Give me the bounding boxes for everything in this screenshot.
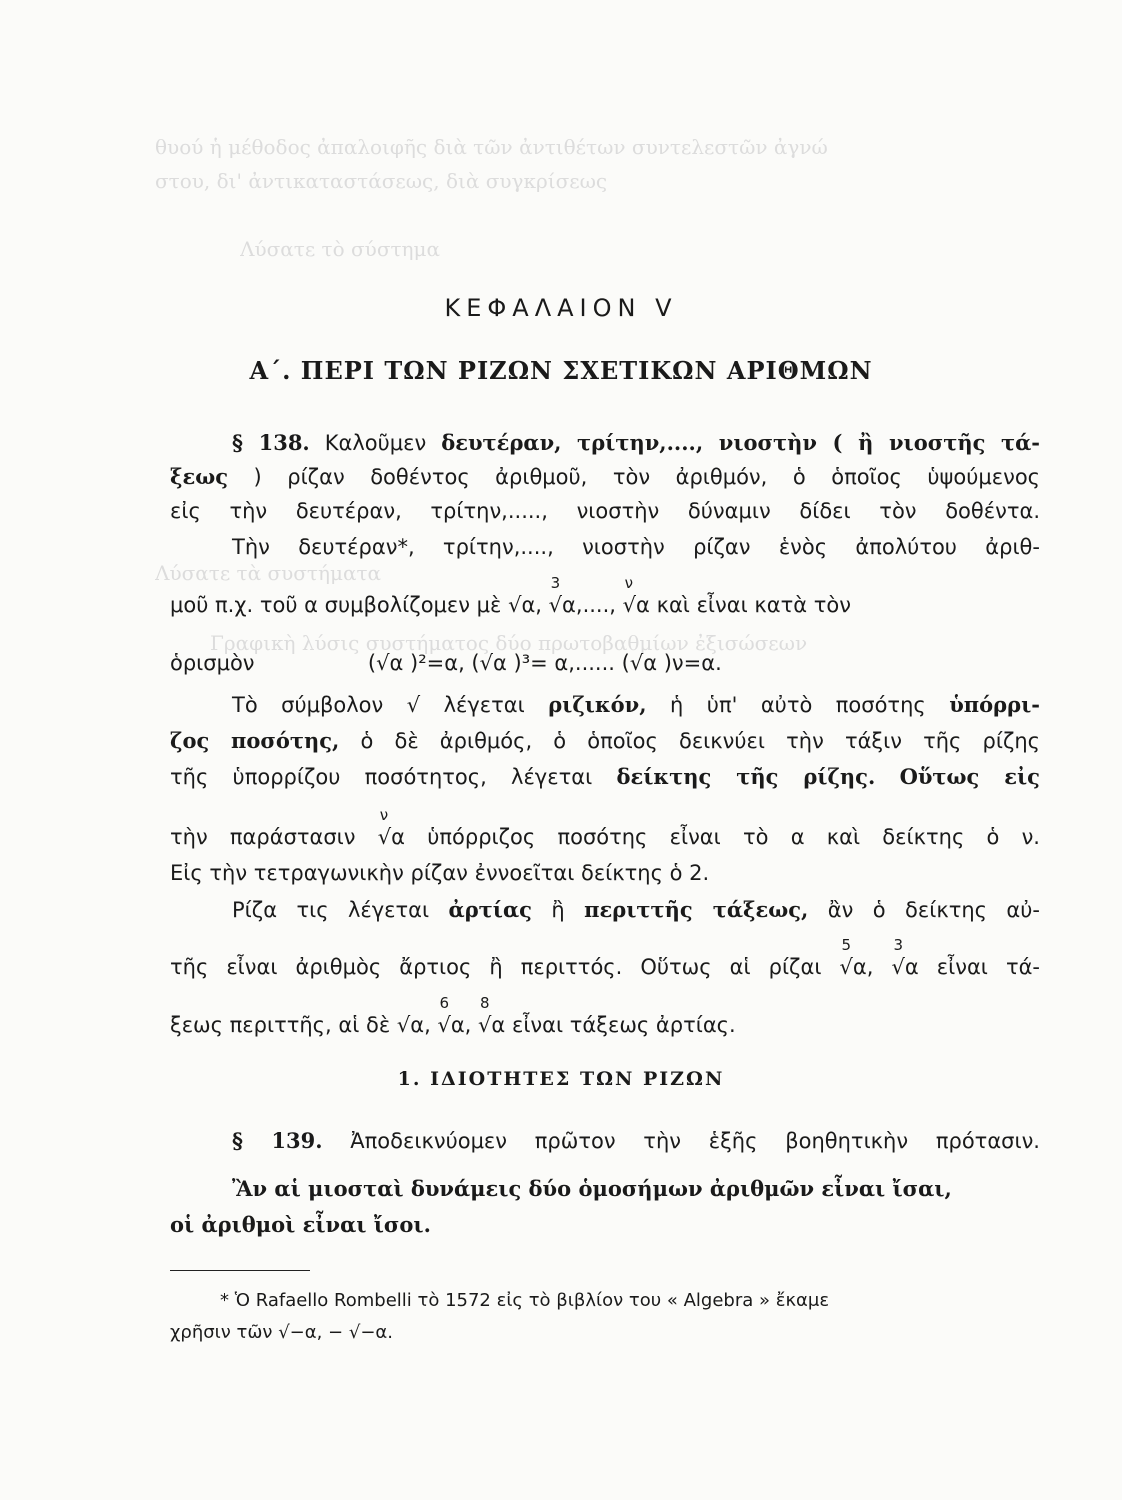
bleed-through-text: στου, δι' ἀντικαταστάσεως, διὰ συγκρίσεως	[155, 169, 608, 193]
nth-root-a: ν √α	[622, 574, 650, 617]
bleed-through-text: Λύσατε τὰ συστήματα	[155, 561, 382, 585]
subsection-title: 1. ΙΔΙΟΤΗΤΕΣ ΤΩΝ ΡΙΖΩΝ	[397, 1068, 725, 1090]
para-symbol-line-3: τῆς ὑπορρίζου ποσότητος, λέγεται δείκτης τῆς ρίζης. Οὕτως εἰς	[170, 764, 1040, 789]
bleed-through-text: θυού ἡ μέθοδος ἀπαλοιφῆς διὰ τῶν ἀντιθέτων συντελεστῶν ἀγνώ	[155, 135, 828, 159]
para138-line-6: ὁρισμὸν (√α )²=α, (√α )³= α,...... (√α )ν=α.	[170, 651, 722, 675]
footnote-rule	[170, 1270, 310, 1271]
para-symbol-line-5: Εἰς τὴν τετραγωνικὴν ρίζαν ἐννοεῖται δείκτης ὁ 2.	[170, 861, 710, 885]
nth-root-a: ν √α	[377, 806, 405, 849]
para139-number: § 139.	[232, 1128, 323, 1153]
para138-line-5: μοῦ π.χ. τοῦ α συμβολίζομεν μὲ √α, 3 √α,...., ν √α καὶ εἶναι κατὰ τὸν	[170, 588, 1040, 622]
bleed-through-text: Γραφικὴ λύσις συστήματος δύο πρωτοβαθμίων ἐξισώσεων	[210, 631, 808, 655]
section-title: Α΄. ΠΕΡΙ ΤΩΝ ΡΙΖΩΝ ΣΧΕΤΙΚΩΝ ΑΡΙΘΜΩΝ	[249, 356, 873, 385]
footnote-line-2: χρῆσιν τῶν √−α, − √−α.	[170, 1322, 393, 1343]
para138-line-1: § 138. Καλοῦμεν δευτέραν, τρίτην,...., νιοστὴν ( ἢ νιοστῆς τά-	[232, 430, 1040, 455]
fifth-root-a: 5 √α,	[839, 936, 874, 979]
eighth-root-a: 8 √α	[478, 994, 506, 1037]
para-symbol-line-2: ζος ποσότης, ὁ δὲ ἀριθμός, ὁ ὁποῖος δεικνύει τὴν τάξιν τῆς ρίζης	[170, 728, 1041, 753]
square-root-a: √α,	[396, 1013, 431, 1037]
para138-number: § 138.	[232, 430, 310, 455]
para-parity-line-1: Ρίζα τις λέγεται ἀρτίας ἢ περιττῆς τάξεως, ἂν ὁ δείκτης αὐ-	[232, 897, 1041, 922]
bleed-through-text: Λύσατε τὸ σύστημα	[240, 237, 441, 261]
cube-root-a: 3 √α	[891, 936, 919, 979]
footnote-line-1: * Ὁ Rafaello Rombelli τὸ 1572 εἰς τὸ βιβλίον του « Algebra » ἔκαμε	[220, 1290, 830, 1311]
square-root-a: √α,	[508, 593, 542, 617]
para-symbol-line-4: τὴν παράστασιν ν √α ὑπόρριζος ποσότης εἶναι τὸ α καὶ δείκτης ὁ ν.	[170, 820, 1040, 854]
para-parity-line-3: ξεως περιττῆς, αἱ δὲ √α, 6 √α, 8 √α εἶναι τάξεως ἀρτίας.	[170, 1008, 1040, 1042]
cube-root-a: 3 √α,	[548, 574, 583, 617]
para139-theorem-line-1: Ἂν αἱ μιοσταὶ δυνάμεις δύο ὁμοσήμων ἀριθμῶν εἶναι ἴσαι,	[232, 1176, 952, 1201]
para-parity-line-2: τῆς εἶναι ἀριθμὸς ἄρτιος ἢ περιττός. Οὕτως αἱ ρίζαι 5 √α, 3 √α εἶναι τά-	[170, 950, 1040, 984]
chapter-title: ΚΕΦΑΛΑΙΟΝ V	[444, 294, 678, 322]
para138-line-3: εἰς τὴν δευτέραν, τρίτην,....., νιοστὴν δύναμιν δίδει τὸν δοθέντα.	[170, 499, 1040, 523]
sixth-root-a: 6 √α,	[437, 994, 472, 1037]
para-symbol-line-1: Τὸ σύμβολον √ λέγεται ριζικόν, ἡ ὑπ' αὐτὸ ποσότης ὑπόρρι-	[232, 692, 1040, 717]
para138-line-2: ξεως ) ρίζαν δοθέντος ἀριθμοῦ, τὸν ἀριθμόν, ὁ ὁποῖος ὑψούμενος	[170, 464, 1040, 489]
radical-symbol: √	[406, 693, 421, 717]
root-definition-formula: (√α )²=α, (√α )³= α,...... (√α )ν=α.	[367, 651, 722, 675]
para138-line-4: Τὴν δευτέραν*, τρίτην,...., νιοστὴν ρίζαν ἑνὸς ἀπολύτου ἀριθ-	[232, 535, 1040, 559]
para139-line-1: § 139. Ἀποδεικνύομεν πρῶτον τὴν ἑξῆς βοηθητικὴν πρότασιν.	[232, 1128, 1040, 1153]
para139-theorem-line-2: οἱ ἀριθμοὶ εἶναι ἴσοι.	[170, 1212, 431, 1237]
